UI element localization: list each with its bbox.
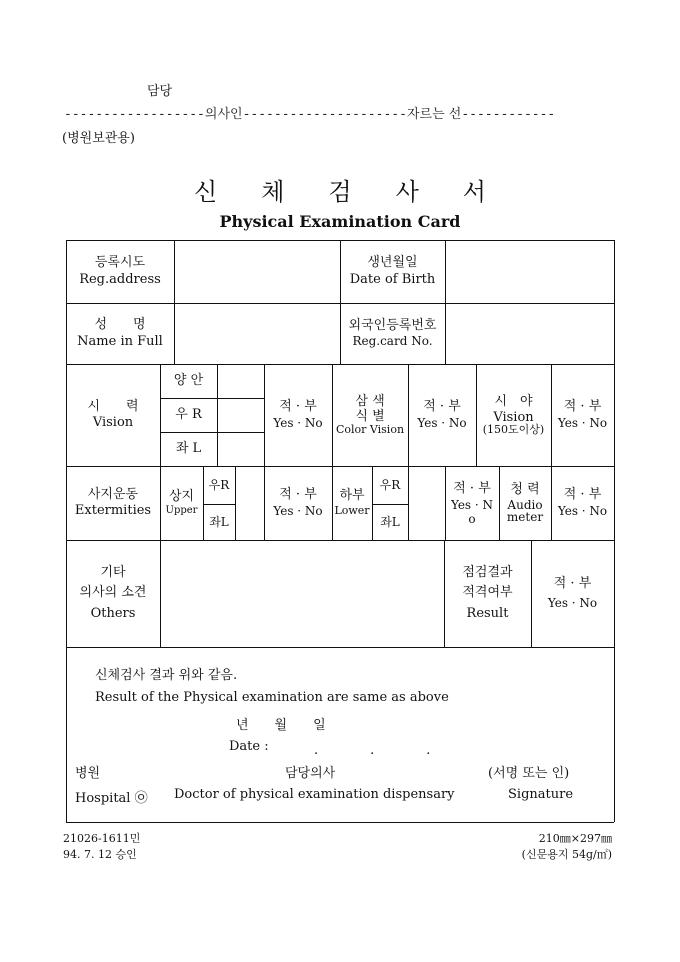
statement-ko: 신체검사 결과 위와 같음. xyxy=(95,668,238,683)
dob-label xyxy=(340,240,445,303)
yes-no-mark: 적 · 부 xyxy=(453,481,491,497)
hearing-en-1: Audio xyxy=(507,497,543,512)
title-char: 검 xyxy=(328,178,352,206)
visual-field-en: Vision xyxy=(493,409,534,425)
yes-no-text: Yes · No xyxy=(557,503,608,518)
result-label xyxy=(444,540,531,647)
visual-field-degree: (150도이상) xyxy=(482,423,545,437)
vision-label xyxy=(66,364,160,466)
yes-no-mark: 적 · 부 xyxy=(423,399,461,415)
upper-limb-label xyxy=(160,466,203,540)
regcard-en: Reg.card No. xyxy=(352,334,433,349)
page-title-english: Physical Examination Card xyxy=(219,212,461,231)
yes-no-text: Yes · No xyxy=(417,415,467,430)
page-title-korean xyxy=(0,172,680,207)
yes-no-text: Yes · No xyxy=(557,415,608,430)
upper-limb-result[interactable] xyxy=(264,466,332,540)
color-vision-ko-1: 삼 색 xyxy=(355,393,385,409)
yes-no-text: Yes · No xyxy=(273,503,323,518)
yes-no-mark: 적 · 부 xyxy=(279,399,317,415)
reg-address-en: Reg.address xyxy=(79,271,161,287)
hearing-ko: 청 력 xyxy=(510,482,540,498)
others-en: Others xyxy=(90,605,136,621)
final-result[interactable] xyxy=(531,540,614,647)
doctor-opinion-field[interactable] xyxy=(161,541,443,646)
name-label xyxy=(66,303,174,364)
yes-no-text-1: Yes · N xyxy=(450,497,494,512)
doctor-en: Doctor of physical examination dispensary xyxy=(174,787,455,802)
cut-line-dashes-right: ------------ xyxy=(461,107,556,122)
hospital-ko: 병원 xyxy=(75,766,101,781)
upper-en: Upper xyxy=(165,504,198,516)
cut-line xyxy=(64,103,610,122)
visual-field-result[interactable] xyxy=(551,364,614,466)
yes-no-mark: 적 · 부 xyxy=(553,575,592,591)
vision-left-field[interactable] xyxy=(218,433,263,465)
dob-ko: 생년월일 xyxy=(367,255,418,271)
result-ko-1: 점검결과 xyxy=(462,565,513,581)
vision-en: Vision xyxy=(92,415,134,430)
dob-en: Date of Birth xyxy=(349,271,436,287)
name-field[interactable] xyxy=(175,304,339,363)
upper-left-label: 좌L xyxy=(209,514,229,529)
lower-en: Lower xyxy=(334,504,370,518)
yes-no-text: Yes · No xyxy=(273,415,323,430)
vision-left-label: 좌 L xyxy=(175,440,202,456)
color-vision-result[interactable] xyxy=(408,364,476,466)
paper-size: 210㎜×297㎜ xyxy=(538,832,612,845)
vision-both-field[interactable] xyxy=(218,365,263,397)
hearing-label xyxy=(499,466,551,540)
paper-type: (신문용지 54g/㎡) xyxy=(521,848,612,861)
lower-ko: 하부 xyxy=(339,488,365,503)
reg-address-ko: 등록시도 xyxy=(94,255,146,271)
signature-ko: (서명 또는 인) xyxy=(488,766,570,781)
date-en: Date : xyxy=(229,739,269,754)
date-dots[interactable]: . . . xyxy=(314,743,431,758)
lower-left-label: 좌L xyxy=(380,514,400,529)
form-number: 21026-1611민 xyxy=(63,832,141,845)
vision-result[interactable] xyxy=(264,364,332,466)
cut-line-dashes-mid: --------------------- xyxy=(242,107,407,122)
hearing-en-2: meter xyxy=(506,510,544,525)
regcard-field[interactable] xyxy=(446,304,613,363)
title-char: 신 xyxy=(194,178,218,206)
others-ko-2: 의사의 소견 xyxy=(79,585,147,601)
vision-ko: 시 력 xyxy=(87,398,139,414)
visual-field-label xyxy=(476,364,551,466)
hospital-copy-label: (병원보관용) xyxy=(62,131,135,146)
lower-limb-field[interactable] xyxy=(409,467,444,539)
reg-address-label xyxy=(66,240,174,303)
upper-right-label: 우R xyxy=(208,477,230,492)
reg-address-field[interactable] xyxy=(175,241,339,302)
officer-label: 담당 xyxy=(147,84,173,99)
title-char: 체 xyxy=(261,178,285,206)
doctor-ko: 담당의사 xyxy=(285,766,336,781)
statement-en: Result of the Physical examination are same as above xyxy=(95,690,449,705)
upper-limb-field[interactable] xyxy=(236,467,263,539)
visual-field-ko: 시 야 xyxy=(494,394,533,410)
yes-no-mark: 적 · 부 xyxy=(563,399,602,415)
date-ko: 년 월 일 xyxy=(236,718,326,733)
signature-en[interactable]: Signature xyxy=(508,787,574,802)
title-char: 사 xyxy=(395,178,419,206)
cut-line-dashes-left: ------------------ xyxy=(64,107,205,122)
vision-both-label: 양 안 xyxy=(173,372,204,388)
name-en: Name in Full xyxy=(77,333,163,349)
lower-right-label: 우R xyxy=(379,477,401,492)
regcard-ko: 외국인등록번호 xyxy=(348,317,437,333)
yes-no-mark: 적 · 부 xyxy=(563,487,602,503)
approval-date: 94. 7. 12 승인 xyxy=(63,848,137,861)
others-label xyxy=(66,540,160,647)
color-vision-ko-2: 식 별 xyxy=(355,408,385,424)
upper-ko: 상지 xyxy=(168,488,195,504)
vision-right-field[interactable] xyxy=(218,399,263,431)
vision-right-label: 우 R xyxy=(175,406,202,422)
title-char: 서 xyxy=(462,178,486,206)
extremities-label xyxy=(66,466,160,540)
dob-field[interactable] xyxy=(446,241,613,302)
doctor-seal-label: 의사인 xyxy=(204,107,243,122)
extremities-en: Extermities xyxy=(74,503,152,518)
yes-no-text-2: o xyxy=(468,511,476,526)
hearing-result[interactable] xyxy=(551,466,614,540)
extremities-ko: 사지운동 xyxy=(87,486,139,502)
yes-no-mark: 적 · 부 xyxy=(279,487,317,503)
result-en: Result xyxy=(466,605,509,621)
name-ko: 성 명 xyxy=(94,317,146,333)
color-vision-label xyxy=(332,364,408,466)
yes-no-text: Yes · No xyxy=(547,596,598,611)
lower-limb-label xyxy=(332,466,372,540)
color-vision-en: Color Vision xyxy=(335,422,405,436)
others-ko-1: 기타 xyxy=(100,565,126,581)
result-ko-2: 적격여부 xyxy=(462,585,513,601)
lower-limb-result[interactable] xyxy=(445,466,499,540)
regcard-label xyxy=(340,303,445,364)
cut-line-label: 자르는 선 xyxy=(406,107,462,122)
hospital-en: Hospital ㉧ xyxy=(75,791,148,806)
